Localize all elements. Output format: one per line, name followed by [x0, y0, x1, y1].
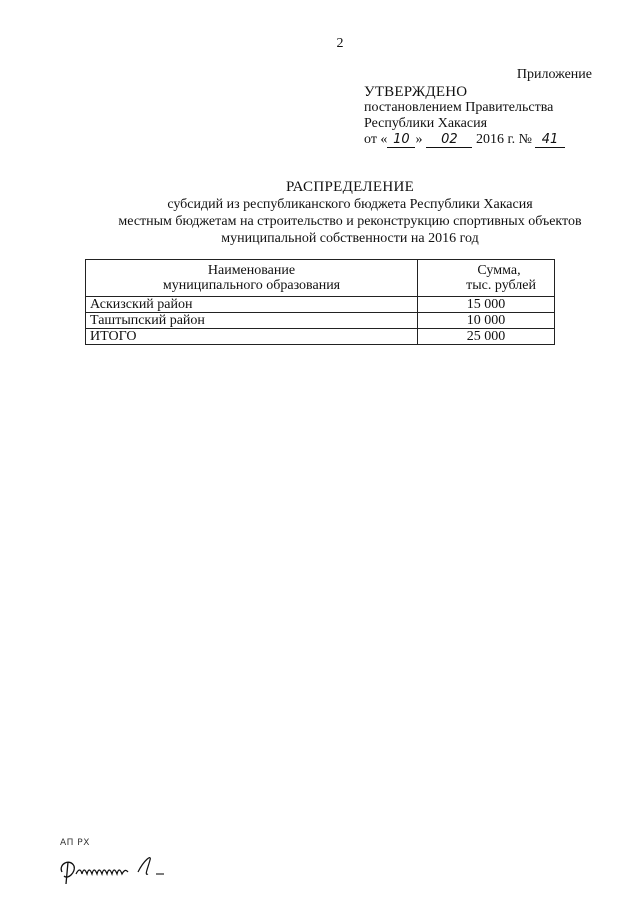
table-row [86, 313, 555, 329]
distribution-table [85, 259, 555, 345]
approval-block [364, 84, 565, 148]
row-name-cell: Таштыпский район [86, 313, 418, 329]
table-row-total [86, 329, 555, 345]
header-sum-cell [418, 260, 555, 297]
header-name-line-1: Наименование [207, 263, 296, 278]
decree-year-label: 2016 г. № [475, 132, 532, 147]
table-header-row [86, 260, 555, 297]
decree-date-mid: » [415, 132, 423, 147]
appendix-label: Приложение [516, 67, 592, 82]
signature-icon [56, 850, 176, 890]
stamp-label: АП РХ [60, 838, 90, 848]
table-row [86, 297, 555, 313]
header-name-cell [86, 260, 418, 297]
document-heading [0, 179, 640, 247]
decree-number-handwritten: 41 [535, 133, 565, 148]
approval-title: УТВЕРЖДЕНО [364, 84, 468, 100]
row-sum-cell: 15 000 [418, 297, 555, 313]
decree-date-prefix: от « [364, 132, 388, 147]
header-name-line-2: муниципального образования [162, 278, 341, 293]
heading-line-1: субсидий из республиканского бюджета Республики Хакасия [167, 197, 533, 212]
heading-line-3: муниципальной собственности на 2016 год [221, 231, 479, 246]
total-sum-cell: 25 000 [418, 329, 555, 345]
row-sum-cell: 10 000 [418, 313, 555, 329]
decree-day-handwritten: 10 [387, 133, 415, 148]
heading-title: РАСПРЕДЕЛЕНИЕ [285, 179, 415, 195]
approval-line-1: постановлением Правительства [364, 100, 554, 115]
header-sum-line-2: тыс. рублей [466, 278, 536, 293]
decree-date-line [364, 132, 565, 148]
total-name-cell: ИТОГО [86, 329, 418, 345]
page-number: 2 [336, 36, 344, 51]
header-sum-line-1: Сумма, [477, 263, 521, 278]
heading-line-2: местным бюджетам на строительство и реконструкцию спортивных объектов [118, 214, 582, 229]
row-name-cell: Аскизский район [86, 297, 418, 313]
decree-month-handwritten: 02 [426, 133, 472, 148]
approval-line-2: Республики Хакасия [364, 116, 488, 131]
